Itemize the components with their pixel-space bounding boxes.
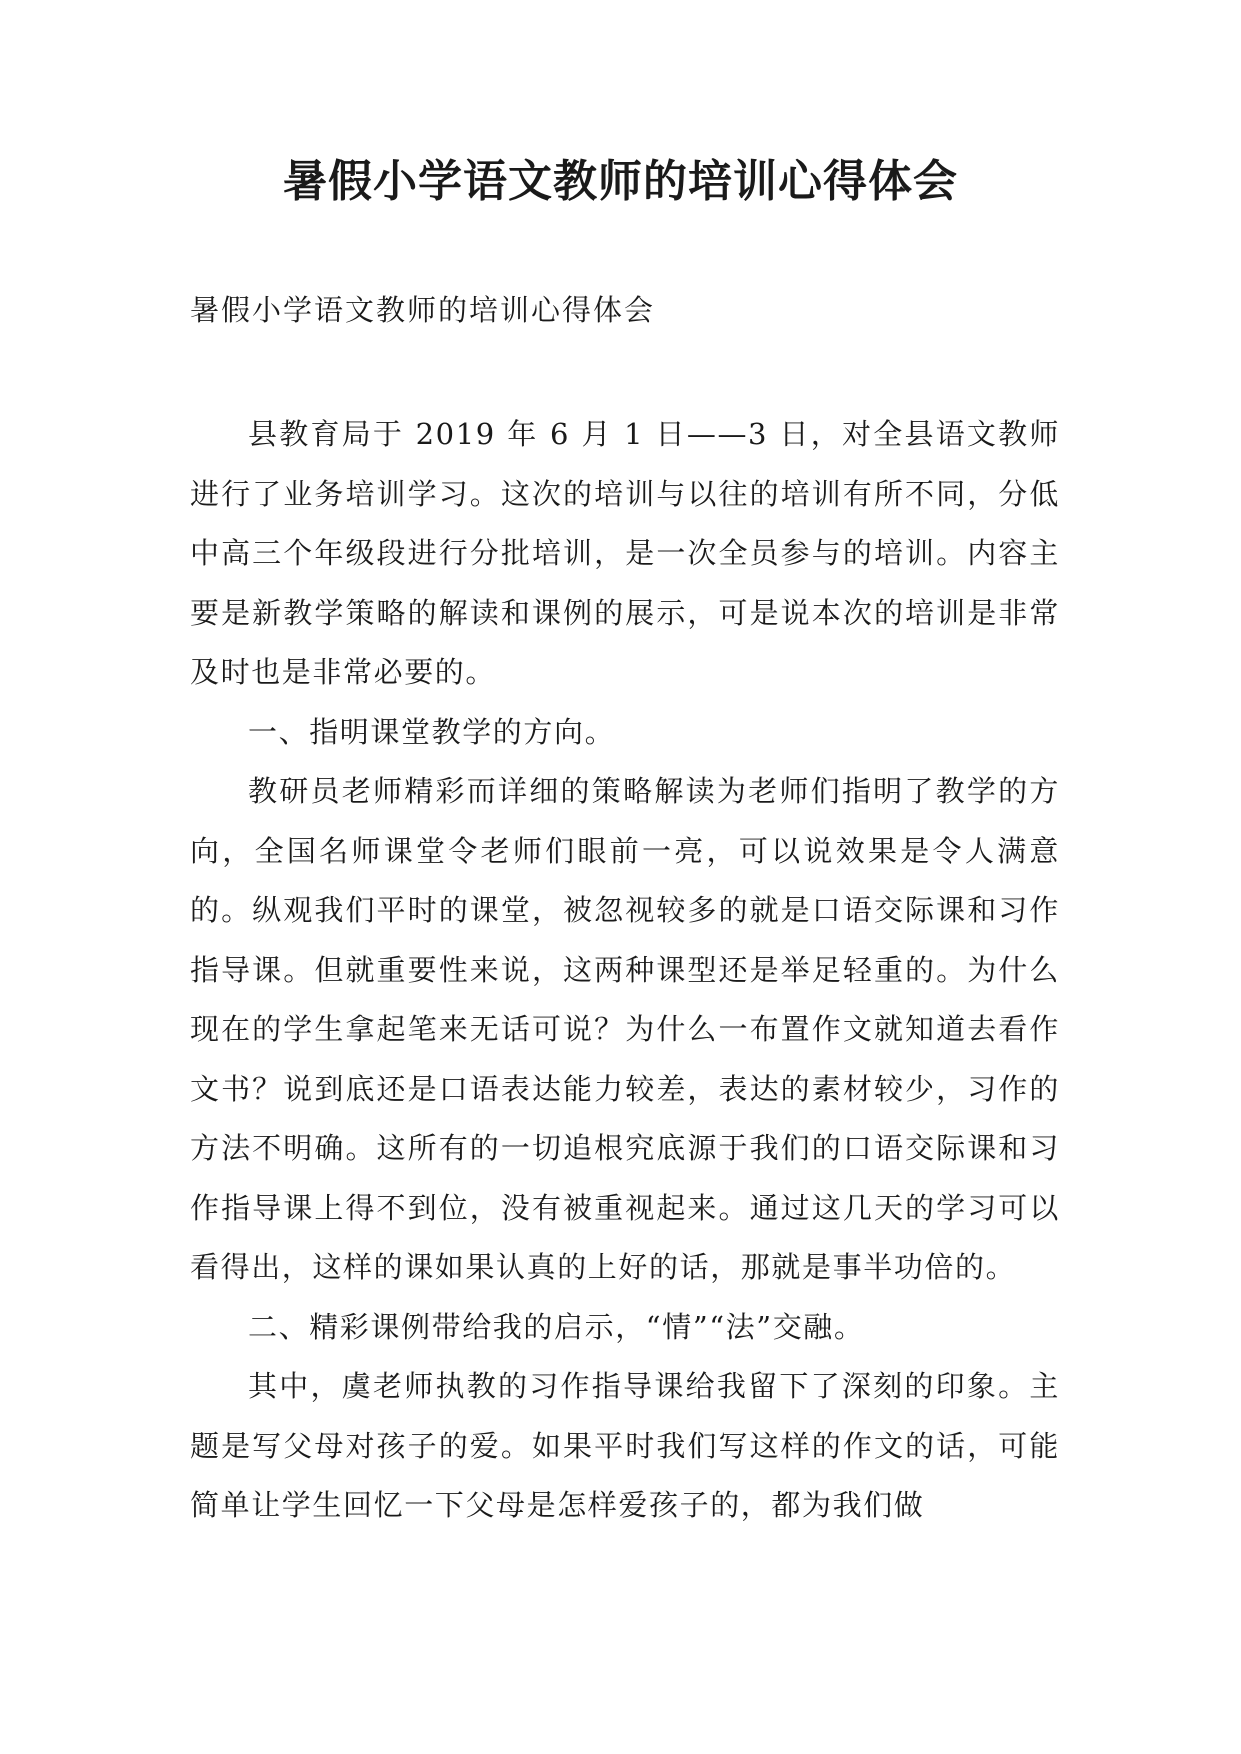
section-heading-2: 二、精彩课例带给我的启示，“情”“法”交融。 <box>248 1309 865 1344</box>
paragraph-section-2: 其中，虞老师执教的习作指导课给我留下了深刻的印象。主题是写父母对孩子的爱。如果平时我们写这样的作文的话，可能简单让学生回忆一下父母是怎样爱孩子的，都为我们做 <box>190 1369 1060 1522</box>
document-title: 暑假小学语文教师的培训心得体会 <box>283 156 958 207</box>
paragraph-intro: 县教育局于 2019 年 6 月 1 日——3 日，对全县语文教师进行了业务培训学习。这次的培训与以往的培训有所不同，分低中高三个年级段进行分批培训，是一次全员参与的培训。内容主要是新教学策略的解读和课例的展示，可是说本次的培训是非常及时也是非常必要的。 <box>190 417 1060 689</box>
paragraph-section-1: 教研员老师精彩而详细的策略解读为老师们指明了教学的方向，全国名师课堂令老师们眼前一亮，可以说效果是令人满意的。纵观我们平时的课堂，被忽视较多的就是口语交际课和习作指导课。但就重要性来说，这两种课型还是举足轻重的。为什么现在的学生拿起笔来无话可说？为什么一布置作文就知道去看作文书？说到底还是口语表达能力较差，表达的素材较少，习作的方法不明确。这所有的一切追根究底源于我们的口语交际课和习作指导课上得不到位，没有被重视起来。通过这几天的学习可以看得出，这样的课如果认真的上好的话，那就是事半功倍的。 <box>190 774 1060 1284</box>
document-body <box>190 405 1060 1536</box>
document-subtitle: 暑假小学语文教师的培训心得体会 <box>190 293 656 327</box>
section-heading-1: 一、指明课堂教学的方向。 <box>248 714 616 749</box>
